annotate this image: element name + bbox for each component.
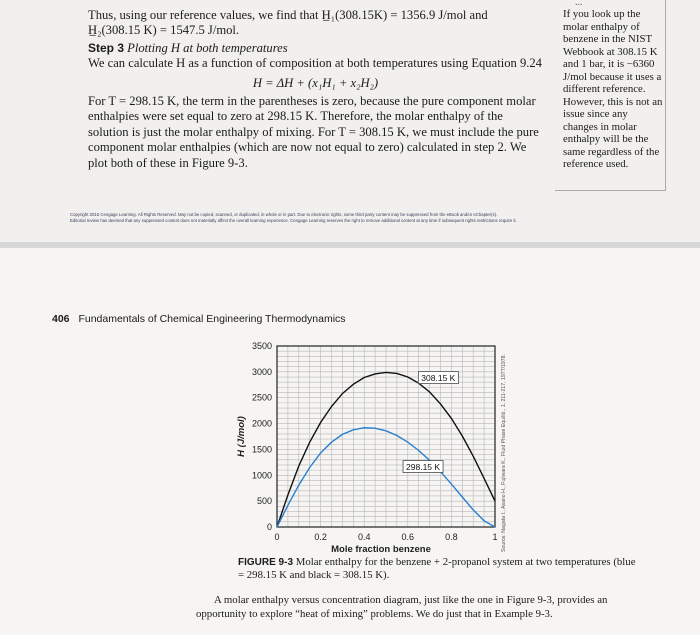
- y-tick-label: 0: [266, 522, 272, 532]
- explanation-paragraph: For T = 298.15 K, the term in the parentheses is zero, because the pure component molar enthalpies were set equal to zero at 298.15 K. Therefore, the molar enthalpy of the solution is just the molar enthalpy of mixing. For T = 308.15 K, we must include the pure component molar enthalpies (which are now not equal to zero) calculated in step 2. We plot both of these in Figure 9-3.: [88, 94, 539, 170]
- equation-text: H = ΔH + (x₁H₁ + x₂H₂): [252, 75, 379, 90]
- book-title: Fundamentals of Chemical Engineering Thermodynamics: [78, 313, 346, 325]
- y-tick-label: 3500: [251, 341, 272, 351]
- copyright-line-1: Copyright 2015 Cengage Learning. All Rights Reserved. May not be copied, scanned, or duplicated, in whole or in part. Due to electronic rights, some third party content may be suppressed from the eBook and/or eChapter(s).: [70, 212, 498, 217]
- x-tick-label: 0.8: [445, 532, 458, 542]
- body-paragraph: A molar enthalpy versus concentration diagram, just like the one in Figure 9-3, provides an opportunity to explore “heat of mixing” problems. We do just that in Example 9-3.: [196, 594, 608, 620]
- figure-label: FIGURE 9-3: [238, 557, 294, 568]
- x-tick-label: 0.2: [314, 532, 327, 542]
- result-paragraph: Thus, using our reference values, we find that H̲₁(308.15K) = 1356.9 J/mol and H̲₂(308.15 K) = 1547.5 J/mol.: [88, 8, 488, 38]
- page-number: 406: [52, 313, 70, 325]
- y-tick-label: 3000: [251, 366, 272, 377]
- figure-credit: [496, 350, 512, 555]
- y-tick-label: 1000: [251, 470, 272, 481]
- series-label: 308.15 K: [421, 373, 456, 384]
- series-label: 298.15 K: [406, 462, 441, 473]
- x-tick-label: 0.4: [357, 532, 371, 542]
- y-tick-label: 1500: [251, 444, 272, 455]
- y-tick-label: 2000: [251, 418, 272, 429]
- method-paragraph: We can calculate H as a function of composition at both temperatures using Equation 9.24: [88, 56, 542, 71]
- margin-note-cut-text: ...: [575, 0, 583, 8]
- x-tick-label: 0: [274, 532, 280, 542]
- figure-caption: [238, 556, 638, 582]
- copyright-line-2: Editorial review has deemed that any suppressed content does not materially affect the overall learning experience. Cengage Learning reserves the right to remove additional content at any time if subsequent rights restrictions require it.: [70, 218, 517, 223]
- x-tick-label: 1: [492, 532, 498, 542]
- margin-note-text: If you look up the molar enthalpy of benzene in the NIST Webbook at 308.15 K and 1 bar, it is −6360 J/mol because it uses a different reference. However, this is not an issue since any changes in molar enthalpy will be the same regardless of the reference used.: [563, 8, 663, 170]
- figure-credit-text: Source: Nagata I., Asano H., Fujiwara K., Fluid Phase Equilib., 1, 211-217, 1977/1978.: [501, 353, 507, 552]
- step-title: Plotting H at both temperatures: [127, 40, 288, 55]
- y-tick-label: 2500: [251, 392, 272, 403]
- x-tick-label: 0.6: [401, 532, 415, 542]
- x-axis-label: Mole fraction benzene: [331, 544, 431, 555]
- figure-caption-text: Molar enthalpy for the benzene + 2-propanol system at two temperatures (blue = 298.15 K and black = 308.15 K).: [238, 556, 636, 581]
- y-axis-label: H (J/mol): [236, 416, 247, 457]
- step-label: Step 3: [88, 40, 125, 55]
- y-tick-label: 500: [256, 496, 272, 507]
